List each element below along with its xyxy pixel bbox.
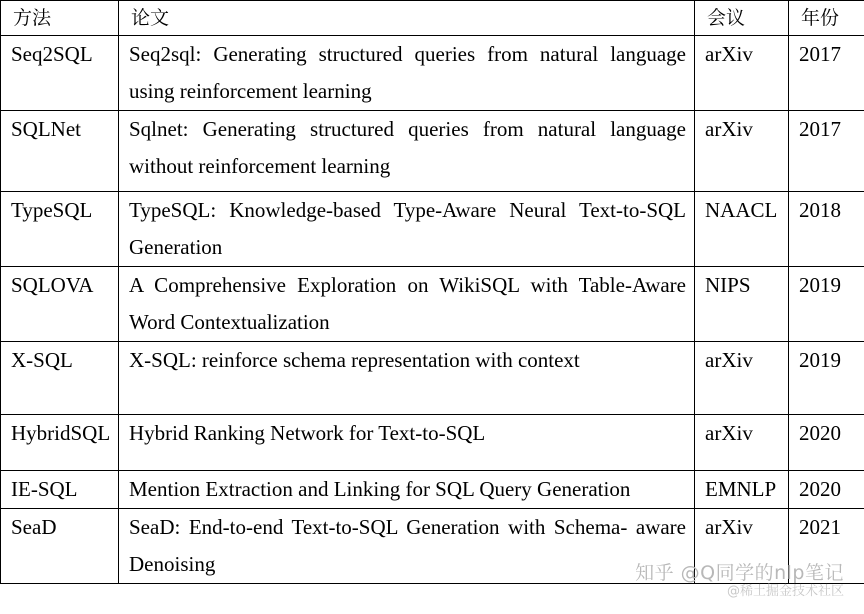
year-cell: 2020 — [789, 415, 864, 471]
paper-cell — [119, 267, 695, 342]
method-cell: SeaD — [1, 509, 119, 584]
paper-title: A Comprehensive Exploration on WikiSQL with Table-Aware Word Contextualization — [129, 273, 686, 334]
zhihu-watermark: 知乎 @Q同学的nlp笔记 — [635, 562, 844, 584]
paper-cell — [119, 471, 695, 509]
method-cell: HybridSQL — [1, 415, 119, 471]
header-venue: 会议 — [695, 1, 789, 36]
venue-cell: arXiv — [695, 36, 789, 111]
year-cell: 2020 — [789, 471, 864, 509]
paper-cell — [119, 415, 695, 471]
venue-cell: NAACL — [695, 192, 789, 267]
year-cell: 2019 — [789, 267, 864, 342]
paper-cell — [119, 342, 695, 415]
paper-title: X-SQL: reinforce schema representation with context — [129, 348, 580, 372]
paper-title: Sqlnet: Generating structured queries from natural language without reinforcement learning — [129, 117, 686, 178]
paper-title: Seq2sql: Generating structured queries from natural language using reinforcement learning — [129, 42, 686, 103]
paper-cell — [119, 111, 695, 192]
table-row — [1, 267, 864, 342]
table-row — [1, 342, 864, 415]
paper-title: TypeSQL: Knowledge-based Type-Aware Neural Text-to-SQL Generation — [129, 198, 686, 259]
paper-title: Hybrid Ranking Network for Text-to-SQL — [129, 421, 486, 445]
method-cell: IE-SQL — [1, 471, 119, 509]
year-cell: 2018 — [789, 192, 864, 267]
method-cell: TypeSQL — [1, 192, 119, 267]
year-cell: 2021 — [789, 509, 864, 584]
venue-cell: arXiv — [695, 509, 789, 584]
year-cell: 2019 — [789, 342, 864, 415]
paper-cell — [119, 192, 695, 267]
year-cell: 2017 — [789, 36, 864, 111]
juejin-watermark: @稀土掘金技术社区 — [726, 584, 844, 599]
method-cell: Seq2SQL — [1, 36, 119, 111]
venue-cell: arXiv — [695, 415, 789, 471]
method-cell: SQLOVA — [1, 267, 119, 342]
paper-title: SeaD: End-to-end Text-to-SQL Generation with Schema- aware Denoising — [129, 515, 686, 576]
paper-cell — [119, 509, 695, 584]
year-cell: 2017 — [789, 111, 864, 192]
header-year: 年份 — [789, 1, 864, 36]
method-cell: X-SQL — [1, 342, 119, 415]
header-method: 方法 — [1, 1, 119, 36]
paper-title: Mention Extraction and Linking for SQL Query Generation — [129, 477, 631, 501]
table-row — [1, 192, 864, 267]
paper-cell — [119, 36, 695, 111]
table-row — [1, 36, 864, 111]
venue-cell: EMNLP — [695, 471, 789, 509]
header-paper: 论文 — [119, 1, 695, 36]
venue-cell: arXiv — [695, 342, 789, 415]
table-row — [1, 111, 864, 192]
venue-cell: arXiv — [695, 111, 789, 192]
venue-cell: NIPS — [695, 267, 789, 342]
method-cell: SQLNet — [1, 111, 119, 192]
table-row — [1, 471, 864, 509]
table-row — [1, 415, 864, 471]
table-header-row — [1, 1, 864, 36]
